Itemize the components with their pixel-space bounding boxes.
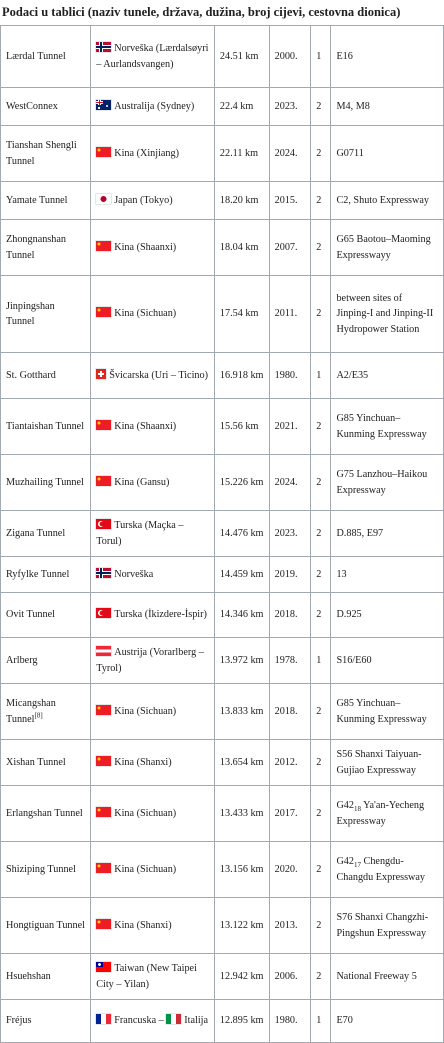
year-cell: 2017. bbox=[269, 786, 311, 842]
table-row bbox=[1, 593, 444, 638]
tunnel-name-cell bbox=[1, 684, 91, 740]
road-text: E70 bbox=[336, 1015, 353, 1027]
table-row bbox=[1, 182, 444, 220]
road-cell bbox=[331, 740, 444, 786]
table-row bbox=[1, 455, 444, 511]
road-cell bbox=[331, 593, 444, 638]
table-row bbox=[1, 786, 444, 842]
country-cell bbox=[91, 126, 215, 182]
flag-china-icon bbox=[96, 919, 111, 929]
country-cell bbox=[91, 786, 215, 842]
road-text: C2, Shuto Expressway bbox=[336, 194, 429, 206]
tubes-cell: 2 bbox=[311, 786, 331, 842]
table-body bbox=[1, 26, 444, 1043]
country-cell bbox=[91, 740, 215, 786]
table-row bbox=[1, 353, 444, 399]
year-cell: 2007. bbox=[269, 220, 311, 276]
road-prefix: G42 bbox=[336, 856, 354, 867]
length-cell: 15.56 km bbox=[214, 399, 269, 455]
length-cell: 14.346 km bbox=[214, 593, 269, 638]
tunnel-name-cell bbox=[1, 954, 91, 1000]
flag-norway-icon bbox=[96, 568, 111, 578]
year-cell: 1980. bbox=[269, 1000, 311, 1043]
tunnel-name: Tiantaishan Tunnel bbox=[6, 420, 85, 432]
country-text[interactable]: Austrija (Vorarlberg – Tyrol) bbox=[96, 647, 204, 674]
table-row bbox=[1, 898, 444, 954]
year-cell: 2015. bbox=[269, 182, 311, 220]
country-cell bbox=[91, 1000, 215, 1043]
road-subscript: 18 bbox=[354, 805, 361, 814]
country-cell bbox=[91, 399, 215, 455]
tunnel-name-cell bbox=[1, 842, 91, 898]
country-text[interactable]: Kina (Shaanxi) bbox=[114, 420, 177, 432]
road-cell bbox=[331, 88, 444, 126]
road-text: S16/E60 bbox=[336, 654, 372, 666]
road-subscript: 17 bbox=[354, 861, 361, 870]
length-cell: 13.833 km bbox=[214, 684, 269, 740]
road-text: G65 Baotou–Maoming Expresswayy bbox=[336, 234, 431, 261]
length-cell: 13.156 km bbox=[214, 842, 269, 898]
table-row bbox=[1, 740, 444, 786]
tunnel-name: Ryfylke Tunnel bbox=[6, 568, 70, 580]
tubes-cell: 1 bbox=[311, 638, 331, 684]
tunnel-name: Lærdal Tunnel bbox=[6, 50, 66, 62]
country-text[interactable]: Kina (Sichuan) bbox=[114, 863, 177, 875]
tunnel-name: Zhongnanshan Tunnel bbox=[6, 234, 66, 261]
country-text[interactable]: Francuska – bbox=[114, 1015, 167, 1027]
year-cell: 1978. bbox=[269, 638, 311, 684]
tunnel-name-cell bbox=[1, 399, 91, 455]
tubes-cell: 2 bbox=[311, 842, 331, 898]
country-cell bbox=[91, 353, 215, 399]
tunnel-name: WestConnex bbox=[6, 100, 58, 112]
length-cell: 12.895 km bbox=[214, 1000, 269, 1043]
tunnel-table bbox=[0, 25, 444, 1043]
length-cell: 14.476 km bbox=[214, 511, 269, 557]
road-text: M4, M8 bbox=[336, 100, 370, 112]
road-cell bbox=[331, 842, 444, 898]
length-cell: 13.972 km bbox=[214, 638, 269, 684]
year-cell: 2021. bbox=[269, 399, 311, 455]
tubes-cell: 2 bbox=[311, 276, 331, 353]
flag-china-icon bbox=[96, 420, 111, 430]
table-row bbox=[1, 26, 444, 88]
country-text[interactable]: Kina (Shanxi) bbox=[114, 919, 172, 931]
tunnel-name: Tianshan Shengli Tunnel bbox=[6, 140, 77, 167]
tunnel-name-cell bbox=[1, 740, 91, 786]
table-row bbox=[1, 684, 444, 740]
tunnel-name-cell bbox=[1, 638, 91, 684]
flag-japan-icon bbox=[96, 194, 111, 204]
road-text: National Freeway 5 bbox=[336, 970, 417, 982]
road-text: 13 bbox=[336, 568, 347, 580]
tunnel-name: Arlberg bbox=[6, 654, 38, 666]
road-text: Chengdu-Changdu Expressway bbox=[336, 856, 426, 883]
tunnel-name-cell bbox=[1, 353, 91, 399]
table-row bbox=[1, 638, 444, 684]
tubes-cell: 1 bbox=[311, 353, 331, 399]
road-cell bbox=[331, 220, 444, 276]
tubes-cell: 2 bbox=[311, 126, 331, 182]
flag-china-icon bbox=[96, 147, 111, 157]
road-text: Ya'an-Yecheng Expressway bbox=[336, 800, 425, 827]
tubes-cell: 1 bbox=[311, 26, 331, 88]
table-row bbox=[1, 1000, 444, 1043]
road-cell bbox=[331, 182, 444, 220]
country-text[interactable]: Kina (Xinjiang) bbox=[114, 147, 180, 159]
tubes-cell: 2 bbox=[311, 684, 331, 740]
road-cell bbox=[331, 954, 444, 1000]
road-prefix: G42 bbox=[336, 800, 354, 811]
tunnel-name-cell bbox=[1, 26, 91, 88]
tunnel-name: Yamate Tunnel bbox=[6, 194, 68, 206]
road-cell bbox=[331, 353, 444, 399]
country-cell bbox=[91, 593, 215, 638]
tunnel-name-cell bbox=[1, 455, 91, 511]
table-row bbox=[1, 954, 444, 1000]
road-text: A2/E35 bbox=[336, 369, 369, 381]
tunnel-name-cell bbox=[1, 182, 91, 220]
road-cell bbox=[331, 126, 444, 182]
table-row bbox=[1, 88, 444, 126]
flag-turkey-icon bbox=[96, 519, 111, 529]
table-row bbox=[1, 511, 444, 557]
length-cell: 14.459 km bbox=[214, 557, 269, 593]
road-cell bbox=[331, 26, 444, 88]
flag-turkey-icon bbox=[96, 608, 111, 618]
country-text[interactable]: Norveška (Lærdalsøyri – Aurlandsvangen) bbox=[96, 43, 209, 70]
year-cell: 2011. bbox=[269, 276, 311, 353]
tunnel-name: Xishan Tunnel bbox=[6, 756, 66, 768]
road-text: D.885, E97 bbox=[336, 527, 384, 539]
road-text: G85 Yinchuan–Kunming Expressway bbox=[336, 698, 427, 725]
country-text[interactable]: Kina (Gansu) bbox=[114, 476, 170, 488]
country-text[interactable]: Kina (Sichuan) bbox=[114, 807, 177, 819]
year-cell: 2006. bbox=[269, 954, 311, 1000]
road-text: D.925 bbox=[336, 609, 362, 621]
reference-link[interactable]: [8] bbox=[34, 711, 43, 720]
country-cell bbox=[91, 842, 215, 898]
road-cell bbox=[331, 455, 444, 511]
country-text[interactable]: Kina (Sichuan) bbox=[114, 705, 177, 717]
road-text: S76 Shanxi Changzhi-Pingshun Expressway bbox=[336, 912, 429, 939]
tunnel-name: Zigana Tunnel bbox=[6, 527, 66, 539]
road-text: G75 Lanzhou–Haikou Expressway bbox=[336, 469, 428, 496]
length-cell: 22.4 km bbox=[214, 88, 269, 126]
table-row bbox=[1, 399, 444, 455]
country-cell bbox=[91, 220, 215, 276]
length-cell: 17.54 km bbox=[214, 276, 269, 353]
flag-norway-icon bbox=[96, 42, 111, 52]
country-text-second[interactable]: Italija bbox=[184, 1015, 209, 1027]
flag-china-icon bbox=[96, 863, 111, 873]
length-cell: 15.226 km bbox=[214, 455, 269, 511]
year-cell: 2018. bbox=[269, 593, 311, 638]
flag-france-icon bbox=[96, 1014, 111, 1024]
tubes-cell: 2 bbox=[311, 182, 331, 220]
flag-china-icon bbox=[96, 241, 111, 251]
year-cell: 2019. bbox=[269, 557, 311, 593]
country-cell bbox=[91, 898, 215, 954]
flag-china-icon bbox=[96, 705, 111, 715]
length-cell: 13.122 km bbox=[214, 898, 269, 954]
flag-china-icon bbox=[96, 476, 111, 486]
tunnel-name: Hongtiguan Tunnel bbox=[6, 919, 85, 931]
country-cell bbox=[91, 638, 215, 684]
flag-china-icon bbox=[96, 756, 111, 766]
tunnel-name: Ovit Tunnel bbox=[6, 609, 55, 621]
country-cell bbox=[91, 954, 215, 1000]
country-text[interactable]: Norveška bbox=[114, 568, 154, 580]
tunnel-name-cell bbox=[1, 511, 91, 557]
road-text: E16 bbox=[336, 50, 353, 62]
road-text: S56 Shanxi Taiyuan-Gujiao Expressway bbox=[336, 749, 422, 776]
tunnel-name: Muzhailing Tunnel bbox=[6, 476, 84, 488]
country-cell bbox=[91, 26, 215, 88]
tubes-cell: 2 bbox=[311, 511, 331, 557]
table-row bbox=[1, 126, 444, 182]
tunnel-name: Erlangshan Tunnel bbox=[6, 807, 83, 819]
tunnel-name: Hsuehshan bbox=[6, 970, 51, 982]
road-cell bbox=[331, 276, 444, 353]
flag-italy-icon bbox=[166, 1014, 181, 1024]
tubes-cell: 2 bbox=[311, 557, 331, 593]
country-cell bbox=[91, 455, 215, 511]
country-text[interactable]: Turska (Maçka – Torul) bbox=[96, 520, 184, 547]
tunnel-name-cell bbox=[1, 220, 91, 276]
flag-china-icon bbox=[96, 307, 111, 317]
country-cell bbox=[91, 88, 215, 126]
country-cell bbox=[91, 684, 215, 740]
country-text[interactable]: Švicarska (Uri – Ticino) bbox=[109, 369, 208, 381]
table-row bbox=[1, 557, 444, 593]
tubes-cell: 2 bbox=[311, 740, 331, 786]
year-cell: 2000. bbox=[269, 26, 311, 88]
road-cell bbox=[331, 898, 444, 954]
tunnel-name-cell bbox=[1, 786, 91, 842]
tunnel-name-cell bbox=[1, 1000, 91, 1043]
tunnel-name-cell bbox=[1, 88, 91, 126]
year-cell: 2023. bbox=[269, 511, 311, 557]
tubes-cell: 1 bbox=[311, 1000, 331, 1043]
road-text: G85 Yinchuan–Kunming Expressway bbox=[336, 413, 427, 440]
road-cell bbox=[331, 786, 444, 842]
table-row bbox=[1, 842, 444, 898]
tubes-cell: 2 bbox=[311, 455, 331, 511]
country-text[interactable]: Kina (Shanxi) bbox=[114, 756, 172, 768]
tunnel-name: Fréjus bbox=[6, 1015, 32, 1027]
flag-australia-icon bbox=[96, 100, 111, 110]
tubes-cell: 2 bbox=[311, 898, 331, 954]
length-cell: 18.20 km bbox=[214, 182, 269, 220]
tunnel-name-cell bbox=[1, 898, 91, 954]
tubes-cell: 2 bbox=[311, 399, 331, 455]
country-cell bbox=[91, 276, 215, 353]
country-text[interactable]: Kina (Sichuan) bbox=[114, 308, 177, 320]
length-cell: 13.433 km bbox=[214, 786, 269, 842]
year-cell: 2012. bbox=[269, 740, 311, 786]
country-cell bbox=[91, 182, 215, 220]
table-row bbox=[1, 276, 444, 353]
year-cell: 2018. bbox=[269, 684, 311, 740]
road-text: G0711 bbox=[336, 147, 364, 159]
flag-taiwan-icon bbox=[96, 962, 111, 972]
length-cell: 12.942 km bbox=[214, 954, 269, 1000]
tunnel-name-cell bbox=[1, 557, 91, 593]
tunnel-name: Shiziping Tunnel bbox=[6, 863, 76, 875]
year-cell: 2013. bbox=[269, 898, 311, 954]
length-cell: 13.654 km bbox=[214, 740, 269, 786]
road-cell bbox=[331, 399, 444, 455]
tunnel-name: Jinpingshan Tunnel bbox=[6, 300, 55, 327]
road-cell bbox=[331, 684, 444, 740]
road-cell bbox=[331, 511, 444, 557]
tubes-cell: 2 bbox=[311, 220, 331, 276]
country-text[interactable]: Turska (İkizdere-İspir) bbox=[114, 609, 207, 621]
country-text[interactable]: Taiwan (New Taipei City – Yilan) bbox=[96, 963, 197, 990]
country-text[interactable]: Japan (Tokyo) bbox=[114, 194, 173, 206]
tunnel-name-cell bbox=[1, 276, 91, 353]
country-text[interactable]: Kina (Shaanxi) bbox=[114, 241, 177, 253]
road-cell bbox=[331, 557, 444, 593]
road-text: between sites of Jinping-I and Jinping-II Hydropower Station bbox=[336, 292, 434, 335]
flag-austria-icon bbox=[96, 646, 111, 656]
flag-switzerland-icon bbox=[96, 369, 106, 379]
country-cell bbox=[91, 557, 215, 593]
tubes-cell: 2 bbox=[311, 593, 331, 638]
year-cell: 1980. bbox=[269, 353, 311, 399]
table-caption: Podaci u tablici (naziv tunele, država, dužina, broj cijevi, cestovna dionica) bbox=[2, 5, 401, 19]
year-cell: 2023. bbox=[269, 88, 311, 126]
tunnel-name: St. Gotthard bbox=[6, 369, 56, 381]
tunnel-name-cell bbox=[1, 593, 91, 638]
road-cell bbox=[331, 638, 444, 684]
country-cell bbox=[91, 511, 215, 557]
year-cell: 2020. bbox=[269, 842, 311, 898]
country-text[interactable]: Australija (Sydney) bbox=[114, 100, 195, 112]
year-cell: 2024. bbox=[269, 126, 311, 182]
year-cell: 2024. bbox=[269, 455, 311, 511]
tubes-cell: 2 bbox=[311, 88, 331, 126]
tunnel-name: Micangshan Tunnel bbox=[6, 698, 56, 725]
tubes-cell: 2 bbox=[311, 954, 331, 1000]
flag-china-icon bbox=[96, 807, 111, 817]
road-cell bbox=[331, 1000, 444, 1043]
length-cell: 18.04 km bbox=[214, 220, 269, 276]
tunnel-name-cell bbox=[1, 126, 91, 182]
length-cell: 24.51 km bbox=[214, 26, 269, 88]
table-row bbox=[1, 220, 444, 276]
length-cell: 16.918 km bbox=[214, 353, 269, 399]
length-cell: 22.11 km bbox=[214, 126, 269, 182]
